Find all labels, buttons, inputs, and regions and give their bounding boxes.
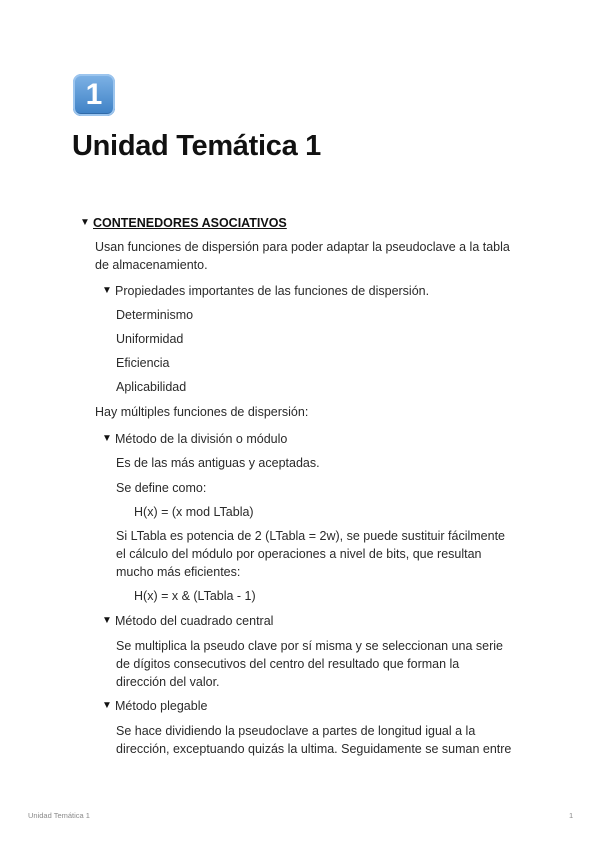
toggle-propiedades[interactable] <box>102 282 429 300</box>
triangle-down-icon: ▼ <box>80 217 90 228</box>
paragraph-line: dirección, exceptuando quizás la ultima. Seguidamente se suman entre <box>116 742 512 756</box>
property-item: Uniformidad <box>116 332 184 346</box>
paragraph: Es de las más antiguas y aceptadas. <box>116 456 320 470</box>
toggle-metodo-plegable[interactable] <box>102 697 207 715</box>
toggle-label: Propiedades importantes de las funciones de dispersión. <box>115 284 430 298</box>
toggle-label: Método de la división o módulo <box>115 432 288 446</box>
number-one-icon: 1 <box>73 74 115 116</box>
toggle-label: Método plegable <box>115 699 208 713</box>
triangle-down-icon: ▼ <box>102 433 112 444</box>
formula: H(x) = (x mod LTabla) <box>134 505 254 519</box>
property-item: Determinismo <box>116 308 194 322</box>
page-number: 1 <box>569 811 574 820</box>
paragraph-line: mucho más eficientes: <box>116 565 241 579</box>
property-item: Aplicabilidad <box>116 380 187 394</box>
toggle-metodo-division[interactable] <box>102 430 287 448</box>
toggle-contenedores-asociativos[interactable] <box>80 214 287 232</box>
triangle-down-icon: ▼ <box>102 615 112 626</box>
section-heading: CONTENEDORES ASOCIATIVOS <box>93 216 287 230</box>
paragraph-line: Se multiplica la pseudo clave por sí misma y se seleccionan una serie <box>116 639 503 653</box>
triangle-down-icon: ▼ <box>102 700 112 711</box>
formula: H(x) = x & (LTabla - 1) <box>134 589 256 603</box>
toggle-label: Método del cuadrado central <box>115 614 274 628</box>
toggle-metodo-cuadrado[interactable] <box>102 612 273 630</box>
triangle-down-icon: ▼ <box>102 285 112 296</box>
paragraph-line: de dígitos consecutivos del centro del resultado que forman la <box>116 657 460 671</box>
property-item: Eficiencia <box>116 356 170 370</box>
paragraph: Se define como: <box>116 481 207 495</box>
paragraph: Hay múltiples funciones de dispersión: <box>95 405 309 419</box>
paragraph-line: Se hace dividiendo la pseudoclave a partes de longitud igual a la <box>116 724 476 738</box>
intro-text-line: de almacenamiento. <box>95 258 208 272</box>
page-title: Unidad Temática 1 <box>72 130 321 162</box>
paragraph-line: Si LTabla es potencia de 2 (LTabla = 2w), se puede sustituir fácilmente <box>116 529 505 543</box>
paragraph-line: el cálculo del módulo por operaciones a nivel de bits, que resultan <box>116 547 482 561</box>
footer-title: Unidad Temática 1 <box>28 811 90 820</box>
paragraph-line: dirección del valor. <box>116 675 220 689</box>
intro-text-line: Usan funciones de dispersión para poder adaptar la pseudoclave a la tabla <box>95 240 510 254</box>
